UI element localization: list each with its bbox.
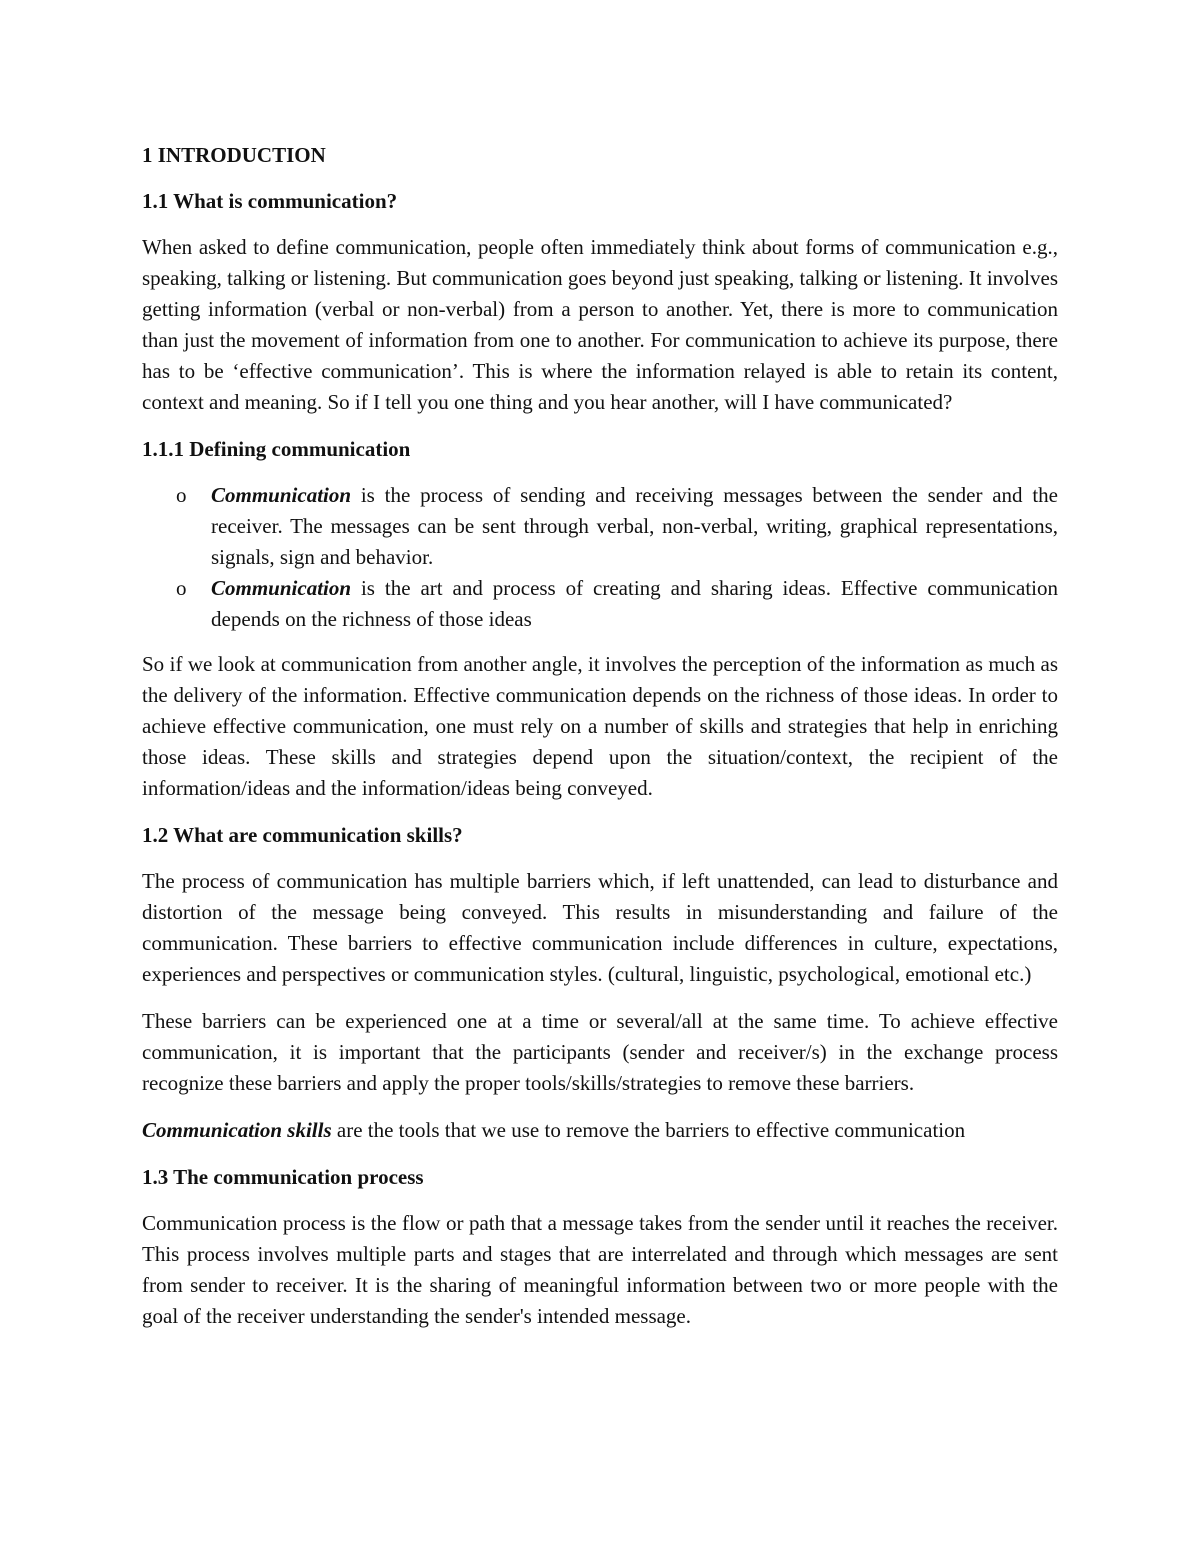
list-item (142, 573, 1058, 635)
bullet-marker: o (176, 576, 187, 600)
section-1-2-paragraph-2: These barriers can be experienced one at a time or several/all at the same time. To achieve effective communication, it is important that the participants (sender and receiver/s) in the exchange process recognize these barriers and apply the proper tools/skills/strategies to remove these barriers. (142, 1009, 1058, 1095)
list-item (142, 480, 1058, 573)
section-heading-1-1: 1.1 What is communication? (142, 189, 398, 213)
definition-text: is the art and process of creating and sharing ideas. Effective communication depends on the richness of those ideas (211, 576, 1058, 631)
section-1-1-paragraph: When asked to define communication, people often immediately think about forms of communication e.g., speaking, talking or listening. But communication goes beyond just speaking, talking or listening. It involves getting information (verbal or non-verbal) from a person to another. Yet, there is more to communication than just the movement of information from one to another. For communication to achieve its purpose, there has to be ‘effective communication’. This is where the information relayed is able to retain its content, context and meaning. So if I tell you one thing and you hear another, will I have communicated? (142, 235, 1058, 414)
section-1-2-paragraph-1: The process of communication has multiple barriers which, if left unattended, can lead to disturbance and distortion of the message being conveyed. This results in misunderstanding and failure of the communication. These barriers to effective communication include differences in culture, expectations, experiences and perspectives or communication styles. (cultural, linguistic, psychological, emotional etc.) (142, 869, 1058, 986)
definition-term: Communication (211, 576, 352, 600)
skills-text: are the tools that we use to remove the barriers to effective communication (331, 1118, 966, 1142)
definition-term: Communication (211, 483, 352, 507)
skills-term: Communication skills (142, 1118, 332, 1142)
document-page (142, 140, 1058, 1348)
document-title: 1 INTRODUCTION (142, 143, 326, 167)
bullet-marker: o (176, 483, 187, 507)
section-heading-1-2: 1.2 What are communication skills? (142, 823, 463, 847)
section-1-3-paragraph: Communication process is the flow or path that a message takes from the sender until it reaches the receiver. This process involves multiple parts and stages that are interrelated and through which messages are sent from sender to receiver. It is the sharing of meaningful information between two or more people with the goal of the receiver understanding the sender's intended message. (142, 1211, 1058, 1328)
definitions-list (142, 480, 1058, 635)
section-heading-1-3: 1.3 The communication process (142, 1165, 424, 1189)
definition-text: is the process of sending and receiving messages between the sender and the receiver. The messages can be sent through verbal, non-verbal, writing, graphical representations, signals, sign and behavior. (211, 483, 1058, 569)
section-heading-1-1-1: 1.1.1 Defining communication (142, 437, 411, 461)
communication-skills-statement (142, 1115, 1058, 1146)
section-1-1-1-paragraph: So if we look at communication from another angle, it involves the perception of the information as much as the delivery of the information. Effective communication depends on the richness of those ideas. In order to achieve effective communication, one must rely on a number of skills and strategies that help in enriching those ideas. These skills and strategies depend upon the situation/context, the recipient of the information/ideas and the information/ideas being conveyed. (142, 652, 1058, 800)
